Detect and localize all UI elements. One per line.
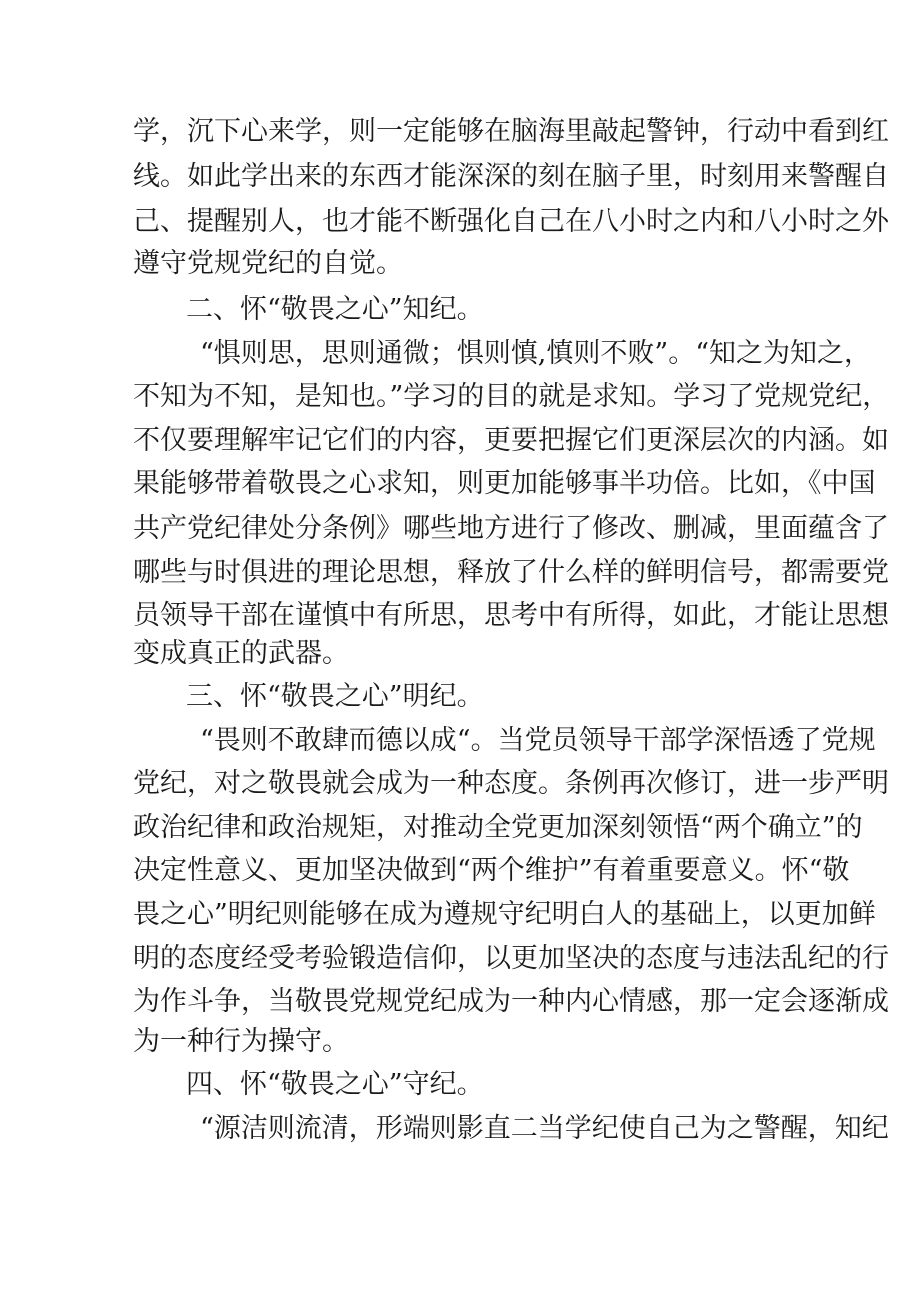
paragraph-2-line-7: 员领导干部在谨慎中有所思，思考中有所得，如此，才能让思想 [133, 600, 889, 631]
section-heading-2: 二、怀“敬畏之心”知纪。 [186, 294, 484, 325]
paragraph-3-line-8: 为一种行为操守。 [133, 1026, 349, 1057]
paragraph-1-line-1: 学，沉下心来学，则一定能够在脑海里敲起警钟，行动中看到红 [133, 116, 889, 147]
paragraph-3-line-3: 政治纪律和政治规矩，对推动全党更加深刻领悟“两个确立”的 [133, 812, 863, 843]
section-heading-4: 四、怀“敬畏之心”守纪。 [186, 1069, 484, 1100]
paragraph-3-line-2: 党纪，对之敬畏就会成为一种态度。条例再次修订，进一步严明 [133, 768, 889, 799]
paragraph-1-line-3: 己、提醒别人，也才能不断强化自己在八小时之内和八小时之外 [133, 206, 889, 237]
paragraph-3-line-7: 为作斗争，当敬畏党规党纪成为一种内心情感，那一定会逐渐成 [133, 986, 889, 1017]
paragraph-4-line-1: “源洁则流清，形端则影直二当学纪使自己为之警醒，知纪 [200, 1113, 889, 1144]
paragraph-2-line-2: 不知为不知，是知也。”学习的目的就是求知。学习了党规党纪， [133, 381, 890, 412]
paragraph-3-line-4: 决定性意义、更加坚决做到“两个维护”有着重要意义。怀“敬 [133, 855, 850, 886]
paragraph-3-line-5: 畏之心”明纪则能够在成为遵规守纪明白人的基础上，以更加鲜 [133, 899, 876, 930]
paragraph-2-line-5: 共产党纪律处分条例》哪些地方进行了修改、删减，里面蕴含了 [133, 513, 889, 544]
paragraph-2-line-3: 不仅要理解牢记它们的内容，更要把握它们更深层次的内涵。如 [133, 425, 889, 456]
paragraph-2-line-1: “惧则思，思则通微；惧则慎,慎则不败”。“知之为知之， [200, 338, 871, 369]
paragraph-2-line-4: 果能够带着敬畏之心求知，则更加能够事半功倍。比如，《中国 [133, 468, 876, 499]
paragraph-3-line-1: “畏则不敢肆而德以成“。当党员领导干部学深悟透了党规 [200, 725, 876, 756]
paragraph-1-line-4: 遵守党规党纪的自觉。 [133, 248, 403, 279]
paragraph-1-line-2: 线。如此学出来的东西才能深深的刻在脑子里，时刻用来警醒自 [133, 161, 889, 192]
section-heading-3: 三、怀“敬畏之心”明纪。 [186, 681, 484, 712]
paragraph-2-line-8: 变成真正的武器。 [133, 638, 349, 669]
paragraph-3-line-6: 明的态度经受考验锻造信仰，以更加坚决的态度与违法乱纪的行 [133, 943, 889, 974]
paragraph-2-line-6: 哪些与时俱进的理论思想，释放了什么样的鲜明信号，都需要党 [133, 557, 889, 588]
